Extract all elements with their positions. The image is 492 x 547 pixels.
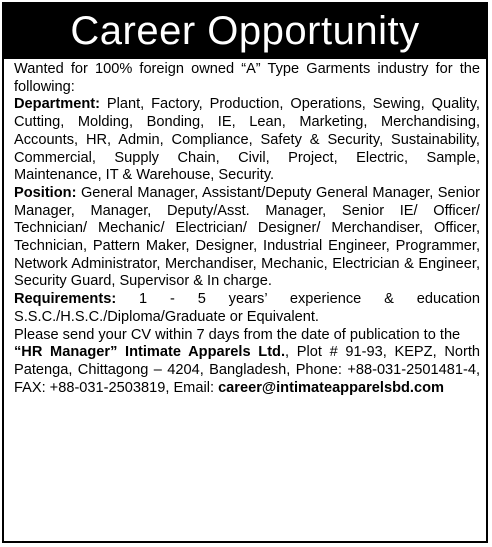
ad-body [4, 59, 486, 397]
company-address: , Plot # 91-93, KEPZ, North Patenga, Chittagong – 4204, Bangladesh, Phone: +88-031-2501481-4, FAX: +88-031-2503819, [14, 344, 481, 396]
requirements-text: 1 - 5 years’ experience & education S.S.C./H.S.C./Diploma/Graduate or Equivalent. [14, 291, 480, 325]
requirements-label: Requirements: [14, 291, 117, 308]
apply-instructions: Please send your CV within 7 days from the date of publication to the [14, 326, 461, 343]
contact-section [14, 344, 480, 397]
position-text: General Manager, Assistant/Deputy General Manager, Senior Manager, Manager, Deputy/Asst. Manager, Senior IE/ Officer/ Technician/ Mechanic/ Electrician/ Designer/ Merchandiser, Officer, Technician, Pattern Maker, Designer, Industrial Engineer, Programmer, Network Administrator, Merchandiser, Mechanic, Electrician & Engineer, Security Guard, Supervisor & In charge. [14, 184, 480, 290]
department-section [14, 96, 480, 185]
email-address[interactable]: career@intimateapparelsbd.com [218, 379, 444, 396]
department-text: Plant, Factory, Production, Operations, Sewing, Quality, Cutting, Molding, Bonding, IE, Lean, Marketing, Merchandising, Accounts, HR, Admin, Compliance, Safety & Security, Sustainability, Commercial, Supply Chain, Civil, Project, Electric, Sample, Maintenance, IT & Warehouse, Security. [14, 96, 480, 184]
company-name: “HR Manager” Intimate Apparels Ltd. [14, 344, 286, 361]
career-ad [2, 2, 488, 543]
position-section [14, 185, 480, 291]
requirements-section [14, 291, 480, 326]
department-label: Department: [14, 96, 100, 113]
position-label: Position: [14, 184, 77, 201]
email-label: Email: [173, 379, 219, 396]
ad-title: Career Opportunity [4, 4, 486, 59]
intro-text: Wanted for 100% foreign owned “A” Type Garments industry for the following: [14, 61, 480, 95]
